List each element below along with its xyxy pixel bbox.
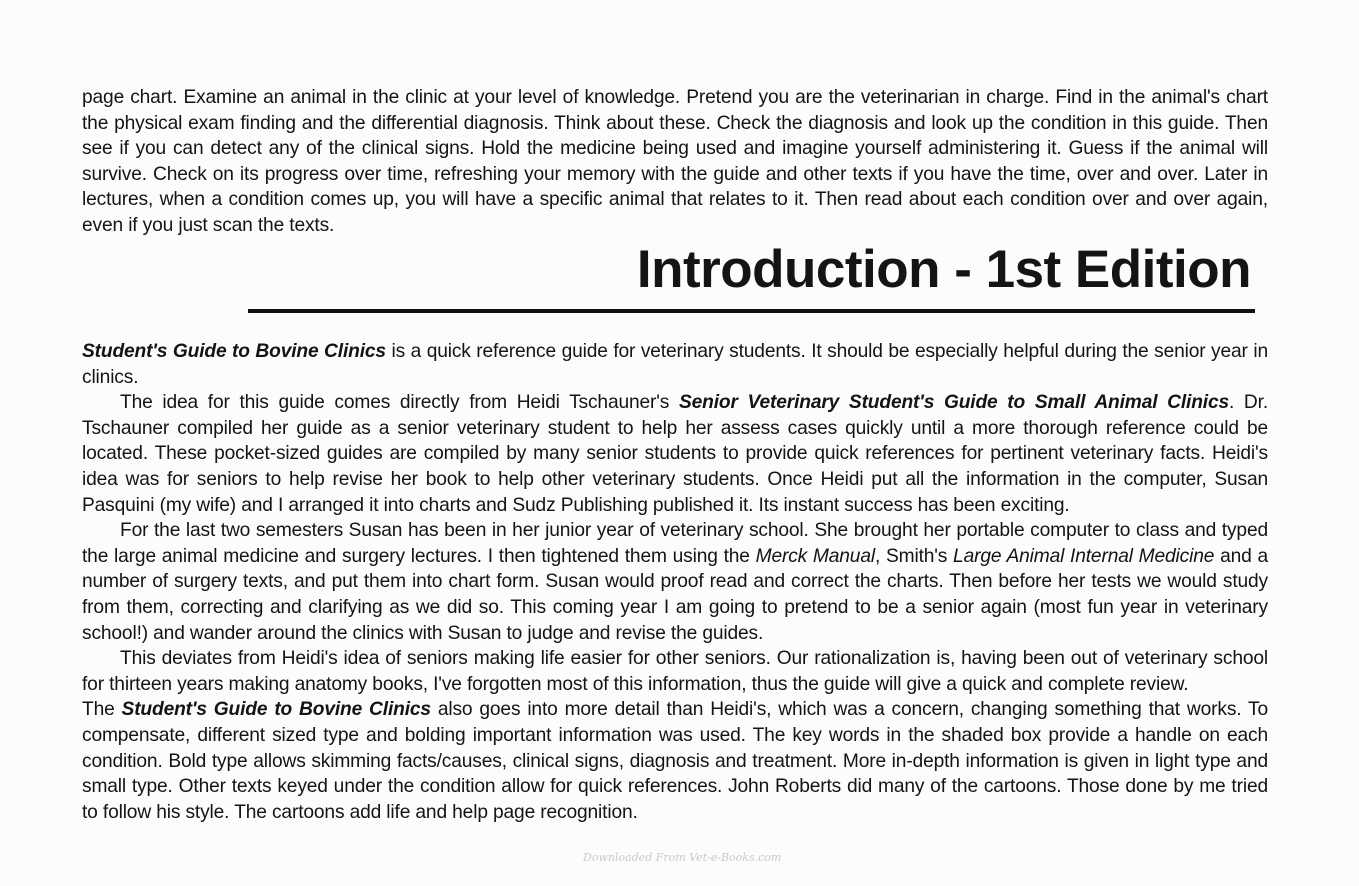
paragraph-text: The [82,699,122,721]
paragraph-text: This deviates from Heidi's idea of seniors making life easier for other seniors. Our rationalization is, having been out of veterinary school for thirteen years making anatomy books, I've forgotten most of this information, thus the guide will give a quick and complete review. [82,648,1268,695]
section-heading: Introduction - 1st Edition [636,240,1251,299]
paragraph-2 [82,390,1268,518]
top-paragraph-text: page chart. Examine an animal in the clinic at your level of knowledge. Pretend you are the veterinarian in charge. Find in the animal's chart the physical exam finding and the differential diagnosis. Think about these. Check the diagnosis and look up the condition in this guide. Then see if you can detect any of the clinical signs. Hold the medicine being used and imagine yourself administering it. Guess if the animal will survive. Check on its progress over time, refreshing your memory with the guide and other texts if you have the time, over and over. Later in lectures, when a condition comes up, you will have a specific animal that relates to it. Then read about each condition over and over again, even if you just scan the texts. [82,87,1268,236]
paragraph-text: and a number of surgery texts, and put them into chart form. Susan would proof read and correct the charts. Then before her tests we would study from them, correcting and clarifying as we did so. This coming year I am going to pretend to be a senior again (most fun year in veterinary school!) and wander around the clinics with Susan to judge and revise the guides. [82,545,1268,644]
reference-title: Merck Manual [755,545,875,567]
paragraph-text: The idea for this guide comes directly from Heidi Tschauner's [120,392,679,414]
book-title: Senior Veterinary Student's Guide to Small Animal Clinics [678,392,1230,414]
paragraph-4 [82,646,1268,697]
reference-title: Large Animal Internal Medicine [953,545,1215,567]
paragraph-text: is a quick reference guide for veterinary students. It should be especially helpful during the senior year in clinics. [82,341,1268,388]
download-watermark: Downloaded From Vet-e-Books.com [583,851,782,864]
paragraph-text: also goes into more detail than Heidi's, which was a concern, changing something that works. To compensate, different sized type and bolding important information was used. The key words in the shaded box provide a handle on each condition. Bold type allows skimming facts/causes, clinical signs, diagnosis and treatment. More in-depth information is given in light type and small type. Other texts keyed under the condition allow for quick references. John Roberts did many of the cartoons. Those done by me tried to follow his style. The cartoons add life and help page recognition. [82,699,1268,823]
top-paragraph [82,85,1268,239]
paragraph-1 [82,339,1268,390]
book-title: Student's Guide to Bovine Clinics [121,699,431,721]
paragraph-text: . Dr. Tschauner compiled her guide as a senior veterinary student to help her assess cases quickly until a more thorough reference could be located. These pocket-sized guides are compiled by many senior students to provide quick references for pertinent veterinary facts. Heidi's idea was for seniors to help revise her book to help other veterinary students. Once Heidi put all the information in the computer, Susan Pasquini (my wife) and I arranged it into charts and Sudz Publishing published it. Its instant success has been exciting. [82,392,1269,516]
introduction-body [82,339,1268,825]
paragraph-3 [82,518,1268,646]
book-title: Student's Guide to Bovine Clinics [82,341,386,362]
paragraph-text: , Smith's [874,545,954,567]
paragraph-5 [82,697,1268,825]
heading-rule [248,309,1255,313]
paragraph-text: For the last two semesters Susan has been in her junior year of veterinary school. She brought her portable computer to class and typed the large animal medicine and surgery lectures. I then tightened them using the [82,520,1268,567]
